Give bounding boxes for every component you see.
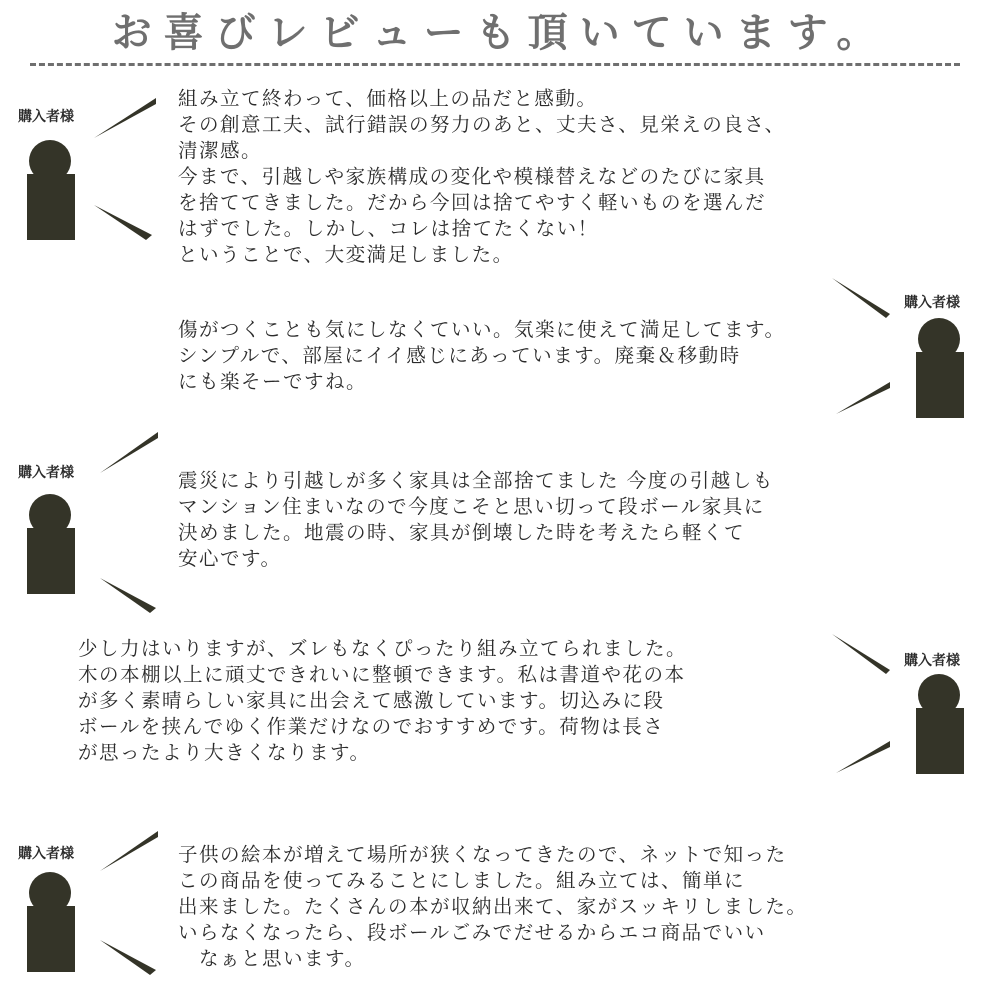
review-line: が多く素晴らしい家具に出会えて感激しています。切込みに段 — [78, 689, 665, 712]
review-line: 安心です。 — [178, 547, 282, 570]
review-text — [178, 317, 785, 395]
review-line: はずでした。しかし、コレは捨てたくない！ — [178, 217, 599, 240]
speech-ray-icon — [90, 95, 160, 245]
reviewer-label: 購入者様 — [18, 109, 74, 125]
person-icon — [27, 140, 77, 245]
review-line: シンプルで、部屋にイイ感じにあっています。廃棄＆移動時 — [178, 344, 741, 367]
reviewer-label: 購入者様 — [904, 653, 960, 669]
review-line: この商品を使ってみることにしました。組み立ては、簡単に — [178, 869, 746, 892]
review-line: ボールを挟んでゆく作業だけなのでおすすめです。荷物は長さ — [78, 715, 665, 738]
person-icon — [916, 318, 966, 423]
review-line: 震災により引越しが多く家具は全部捨てました 今度の引越しも — [178, 469, 774, 492]
review-line: その創意工夫、試行錯誤の努力のあと、丈夫さ、見栄えの良さ、 — [178, 113, 786, 136]
person-icon — [27, 494, 77, 599]
review-line: ということで、大変満足しました。 — [178, 243, 514, 266]
review-line: 子供の絵本が増えて場所が狭くなってきたので、ネットで知った — [178, 843, 787, 866]
review-line: を捨ててきました。だから今回は捨てやすく軽いものを選んだ — [178, 191, 767, 214]
review-line: 傷がつくことも気にしなくていい。気楽に使えて満足してます。 — [178, 318, 786, 341]
review-line: 出来ました。たくさんの本が収納出来て、家がスッキリしました。 — [178, 895, 808, 918]
review-line: いらなくなったら、段ボールごみでだせるからエコ商品でいい — [178, 921, 766, 944]
review-text — [178, 842, 807, 972]
review-line: マンション住まいなので今度こそと思い切って段ボール家具に — [178, 495, 765, 518]
review-text — [78, 636, 687, 766]
speech-ray-icon — [828, 272, 898, 422]
person-icon — [916, 674, 966, 779]
review-line: が思ったより大きくなります。 — [78, 741, 371, 764]
review-line: 今まで、引越しや家族構成の変化や模様替えなどのたびに家具 — [178, 165, 766, 188]
review-line: なぁと思います。 — [178, 947, 366, 970]
page-title: お喜びレビューも頂いています。 — [111, 10, 889, 56]
reviewer-label: 購入者様 — [18, 846, 74, 862]
review-text — [178, 86, 785, 268]
reviewer-label: 購入者様 — [904, 295, 960, 311]
review-line: 少し力はいりますが、ズレもなくぴったり組み立てられました。 — [78, 637, 688, 660]
review-line: 木の本棚以上に頑丈できれいに整頓できます。私は書道や花の本 — [78, 663, 686, 686]
review-text — [178, 468, 774, 572]
review-line: 決めました。地震の時、家具が倒壊した時を考えたら軽くて — [178, 521, 746, 544]
dashed-divider — [30, 63, 960, 66]
person-icon — [27, 872, 77, 977]
review-line: 組み立て終わって、価格以上の品だと感動。 — [178, 87, 598, 110]
review-line: 清潔感。 — [178, 139, 263, 162]
speech-ray-icon — [828, 628, 898, 778]
speech-ray-icon — [96, 430, 166, 615]
reviewer-label: 購入者様 — [18, 465, 74, 481]
review-line: にも楽そーですね。 — [178, 370, 368, 393]
speech-ray-icon — [96, 828, 166, 978]
